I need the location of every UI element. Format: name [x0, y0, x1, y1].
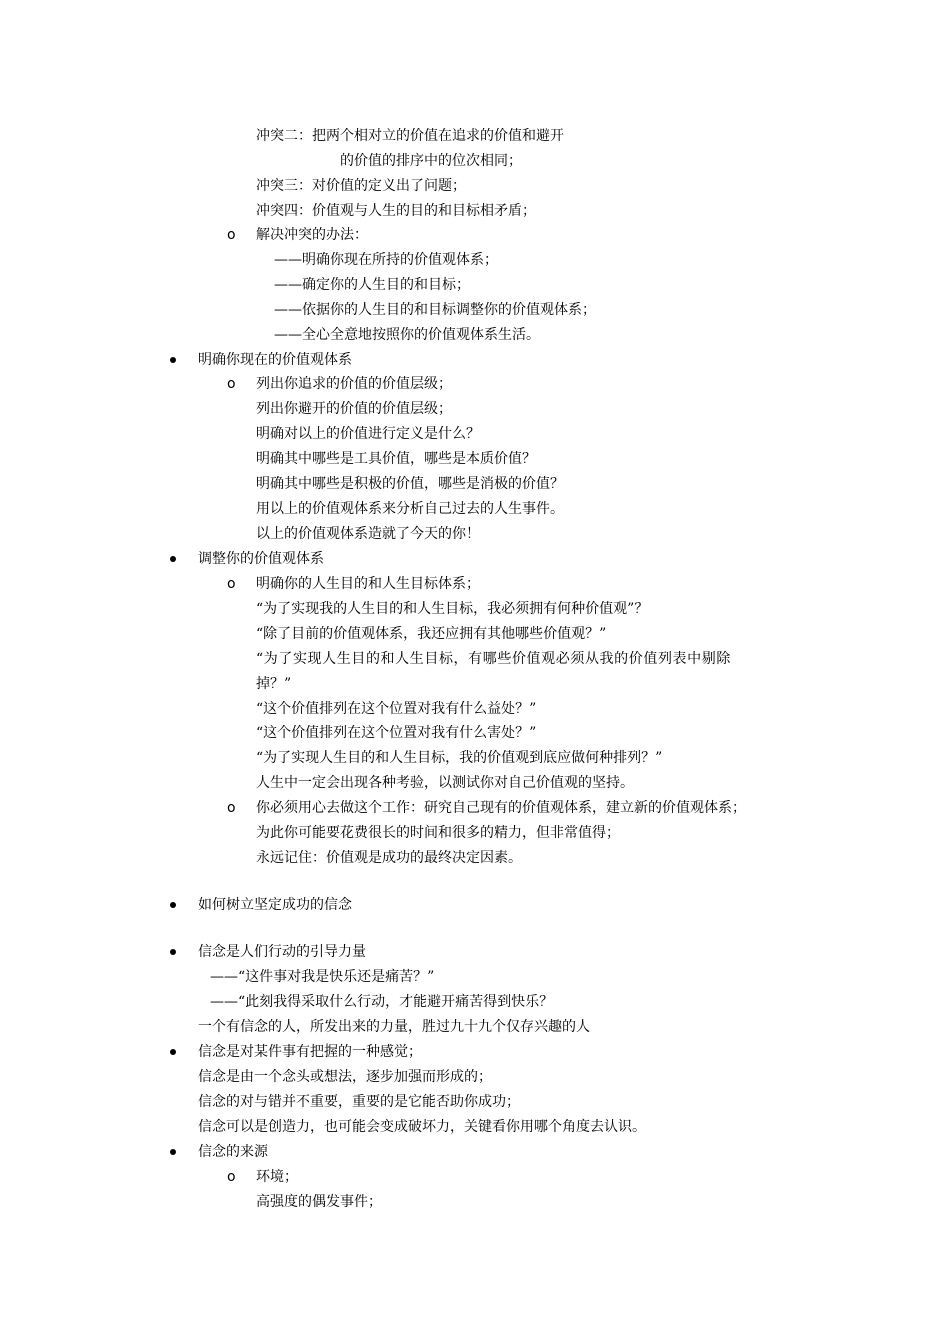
section-heading: 如何树立坚定成功的信念 — [198, 897, 352, 913]
text-line: ——依据你的人生目的和目标调整你的价值观体系； — [274, 302, 596, 318]
bullet-icon — [170, 556, 176, 562]
text-line: “为了实现我的人生目的和人生目标，我必须拥有何种价值观”？ — [256, 601, 649, 617]
text-line: ——明确你现在所持的价值观体系； — [274, 252, 498, 268]
text-line: 列出你追求的价值的价值层级； — [256, 376, 452, 392]
bullet-icon — [170, 357, 176, 363]
text-line: 一个有信念的人，所发出来的力量，胜过九十九个仅存兴趣的人 — [198, 1019, 590, 1035]
text-line: 用以上的价值观体系来分析自己过去的人生事件。 — [256, 501, 564, 517]
text-line: 环境； — [256, 1169, 298, 1185]
section-heading: 明确你现在的价值观体系 — [198, 352, 352, 368]
text-line: 掉？” — [256, 676, 292, 692]
section-heading: 信念的来源 — [198, 1144, 268, 1160]
text-line: “这个价值排列在这个位置对我有什么益处？” — [256, 701, 537, 717]
text-line: 明确你的人生目的和人生目标体系； — [256, 576, 480, 592]
text-line: 信念是由一个念头或想法，逐步加强而形成的； — [198, 1069, 492, 1085]
bullet-icon — [170, 1049, 176, 1055]
text-line: 列出你避开的价值的价值层级； — [256, 401, 452, 417]
text-line: “除了目前的价值观体系，我还应拥有其他哪些价值观？” — [256, 626, 607, 642]
section-heading: 信念是人们行动的引导力量 — [198, 944, 366, 960]
section-heading: 调整你的价值观体系 — [198, 551, 324, 567]
sub-bullet-marker: o — [227, 800, 236, 816]
sub-bullet-marker: o — [227, 576, 236, 592]
text-line: ——确定你的人生目的和目标； — [274, 277, 470, 293]
text-line: 永远记住：价值观是成功的最终决定因素。 — [256, 850, 522, 866]
bullet-icon — [170, 949, 176, 955]
text-line: 人生中一定会出现各种考验，以测试你对自己价值观的坚持。 — [256, 775, 634, 791]
text-line: 明确对以上的价值进行定义是什么？ — [256, 426, 480, 442]
text-line: ——全心全意地按照你的价值观体系生活。 — [274, 327, 540, 343]
text-line: 以上的价值观体系造就了今天的你！ — [256, 526, 480, 542]
text-line: 冲突二：把两个相对立的价值在追求的价值和避开 — [256, 128, 564, 144]
text-line: 冲突四：价值观与人生的目的和目标相矛盾； — [256, 203, 536, 219]
bullet-icon — [170, 902, 176, 908]
text-line: 明确其中哪些是工具价值，哪些是本质价值？ — [256, 451, 536, 467]
text-line: 你必须用心去做这个工作：研究自己现有的价值观体系，建立新的价值观体系； — [256, 800, 746, 816]
text-line: 信念可以是创造力，也可能会变成破坏力，关键看你用哪个角度去认识。 — [198, 1119, 646, 1135]
sub-bullet-marker: o — [227, 376, 236, 392]
text-line: ——“这件事对我是快乐还是痛苦？” — [210, 969, 435, 985]
text-line: 为此你可能要花费很长的时间和很多的精力，但非常值得； — [256, 825, 620, 841]
text-line: 信念的对与错并不重要，重要的是它能否助你成功； — [198, 1094, 520, 1110]
text-line: “这个价值排列在这个位置对我有什么害处？” — [256, 725, 537, 741]
text-line: 高强度的偶发事件； — [256, 1194, 382, 1210]
sub-bullet-marker: o — [227, 1169, 236, 1185]
text-line: “为了实现人生目的和人生目标，有哪些价值观必须从我的价值列表中剔除 — [256, 651, 731, 667]
text-line: “为了实现人生目的和人生目标，我的价值观到底应做何种排列？” — [256, 750, 663, 766]
text-line: 冲突三：对价值的定义出了问题； — [256, 178, 466, 194]
sub-bullet-marker: o — [227, 227, 236, 243]
text-line: 解决冲突的办法： — [256, 227, 368, 243]
section-heading: 信念是对某件事有把握的一种感觉； — [198, 1044, 422, 1060]
text-line: 的价值的排序中的位次相同； — [340, 153, 522, 169]
bullet-icon — [170, 1149, 176, 1155]
text-line: ——“此刻我得采取什么行动，才能避开痛苦得到快乐？ — [210, 994, 554, 1010]
text-line: 明确其中哪些是积极的价值，哪些是消极的价值？ — [256, 476, 564, 492]
